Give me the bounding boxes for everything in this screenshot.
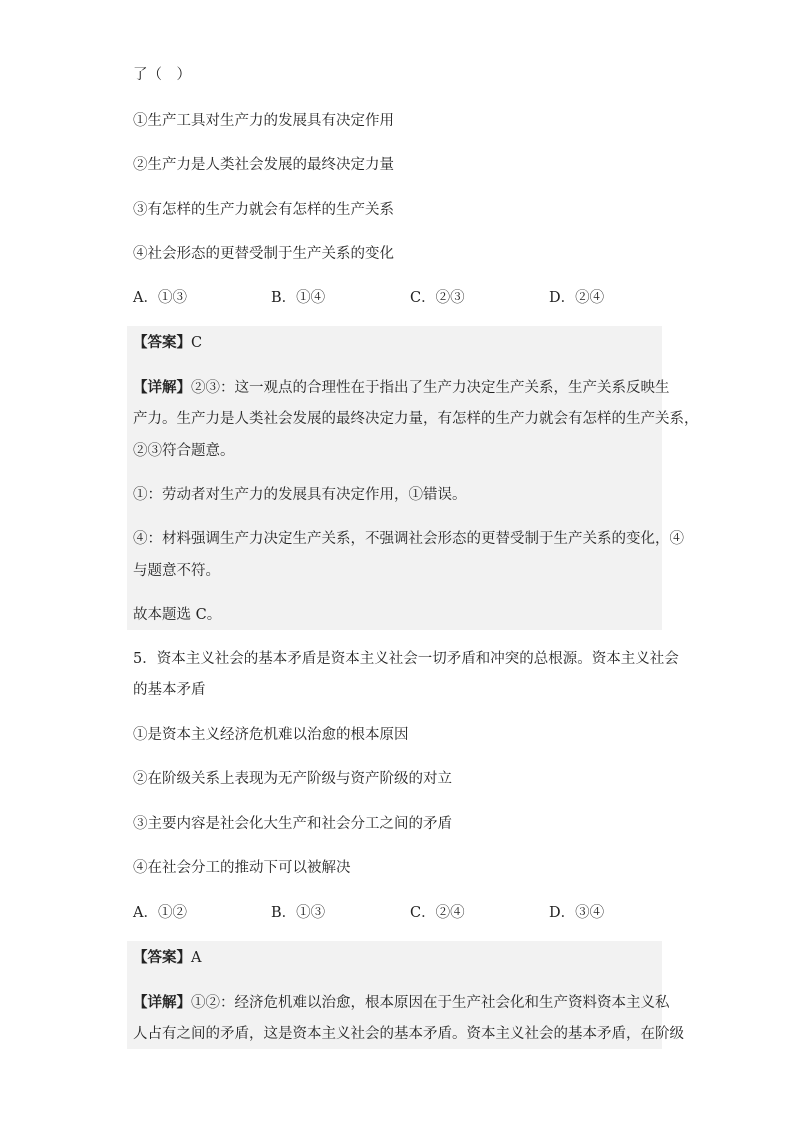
- q4-detail-paragraph-3-line-2: 与题意不符。: [133, 563, 220, 579]
- q4-statement-3: ③有怎样的生产力就会有怎样的生产关系: [133, 202, 394, 218]
- q4-option-d: D．②④: [549, 290, 605, 306]
- q4-option-a: A．①③: [133, 290, 187, 306]
- q4-detail-paragraph-3-line-1: ④：材料强调生产力决定生产关系，不强调社会形态的更替受制于生产关系的变化，④: [133, 531, 684, 547]
- q5-answer-label: 【答案】: [133, 949, 191, 966]
- q5-statement-2: ②在阶级关系上表现为无产阶级与资产阶级的对立: [133, 771, 452, 787]
- q4-detail-line-3: ②③符合题意。: [133, 443, 235, 459]
- q4-statement-2: ②生产力是人类社会发展的最终决定力量: [133, 157, 394, 173]
- q5-option-c: C．②④: [410, 905, 465, 921]
- q4-statement-4: ④社会形态的更替受制于生产关系的变化: [133, 246, 394, 262]
- q5-detail-line-2: 人占有之间的矛盾，这是资本主义社会的基本矛盾。资本主义社会的基本矛盾，在阶级: [133, 1026, 684, 1042]
- q4-answer-box: [127, 326, 662, 630]
- q5-detail-text-1: ①②：经济危机难以治愈，根本原因在于生产社会化和生产资料资本主义私: [191, 995, 670, 1011]
- q4-detail-text-1: ②③：这一观点的合理性在于指出了生产力决定生产关系，生产关系反映生: [191, 380, 670, 396]
- q5-statement-1: ①是资本主义经济危机难以治愈的根本原因: [133, 727, 409, 743]
- q5-option-b: B．①③: [271, 905, 326, 921]
- q4-detail-line-1: [133, 377, 670, 399]
- q5-detail-label: 【详解】: [133, 994, 191, 1011]
- q5-stem-line-2: 的基本矛盾: [133, 682, 206, 698]
- q5-statement-3: ③主要内容是社会化大生产和社会分工之间的矛盾: [133, 816, 452, 832]
- q5-answer: [133, 947, 201, 969]
- q4-conclusion: 故本题选 C。: [133, 607, 222, 623]
- q4-answer-label: 【答案】: [133, 334, 191, 351]
- q5-option-d: D．③④: [549, 905, 605, 921]
- q4-detail-line-2: 产力。生产力是人类社会发展的最终决定力量，有怎样的生产力就会有怎样的生产关系，: [133, 411, 699, 427]
- q4-option-b: B．①④: [271, 290, 326, 306]
- q5-stem-line-1: 5．资本主义社会的基本矛盾是资本主义社会一切矛盾和冲突的总根源。资本主义社会: [133, 651, 679, 667]
- q5-detail-line-1: [133, 992, 670, 1014]
- q5-statement-4: ④在社会分工的推动下可以被解决: [133, 860, 351, 876]
- q4-answer-value: C: [191, 335, 203, 351]
- q4-statement-1: ①生产工具对生产力的发展具有决定作用: [133, 113, 394, 129]
- q4-stem-tail: 了（ ）: [133, 67, 191, 83]
- q4-option-c: C．②③: [410, 290, 465, 306]
- q5-option-a: A．①②: [133, 905, 187, 921]
- q4-detail-paragraph-2: ①：劳动者对生产力的发展具有决定作用，①错误。: [133, 487, 467, 503]
- q5-answer-value: A: [191, 950, 202, 966]
- q4-answer: [133, 332, 202, 354]
- q4-detail-label: 【详解】: [133, 379, 191, 396]
